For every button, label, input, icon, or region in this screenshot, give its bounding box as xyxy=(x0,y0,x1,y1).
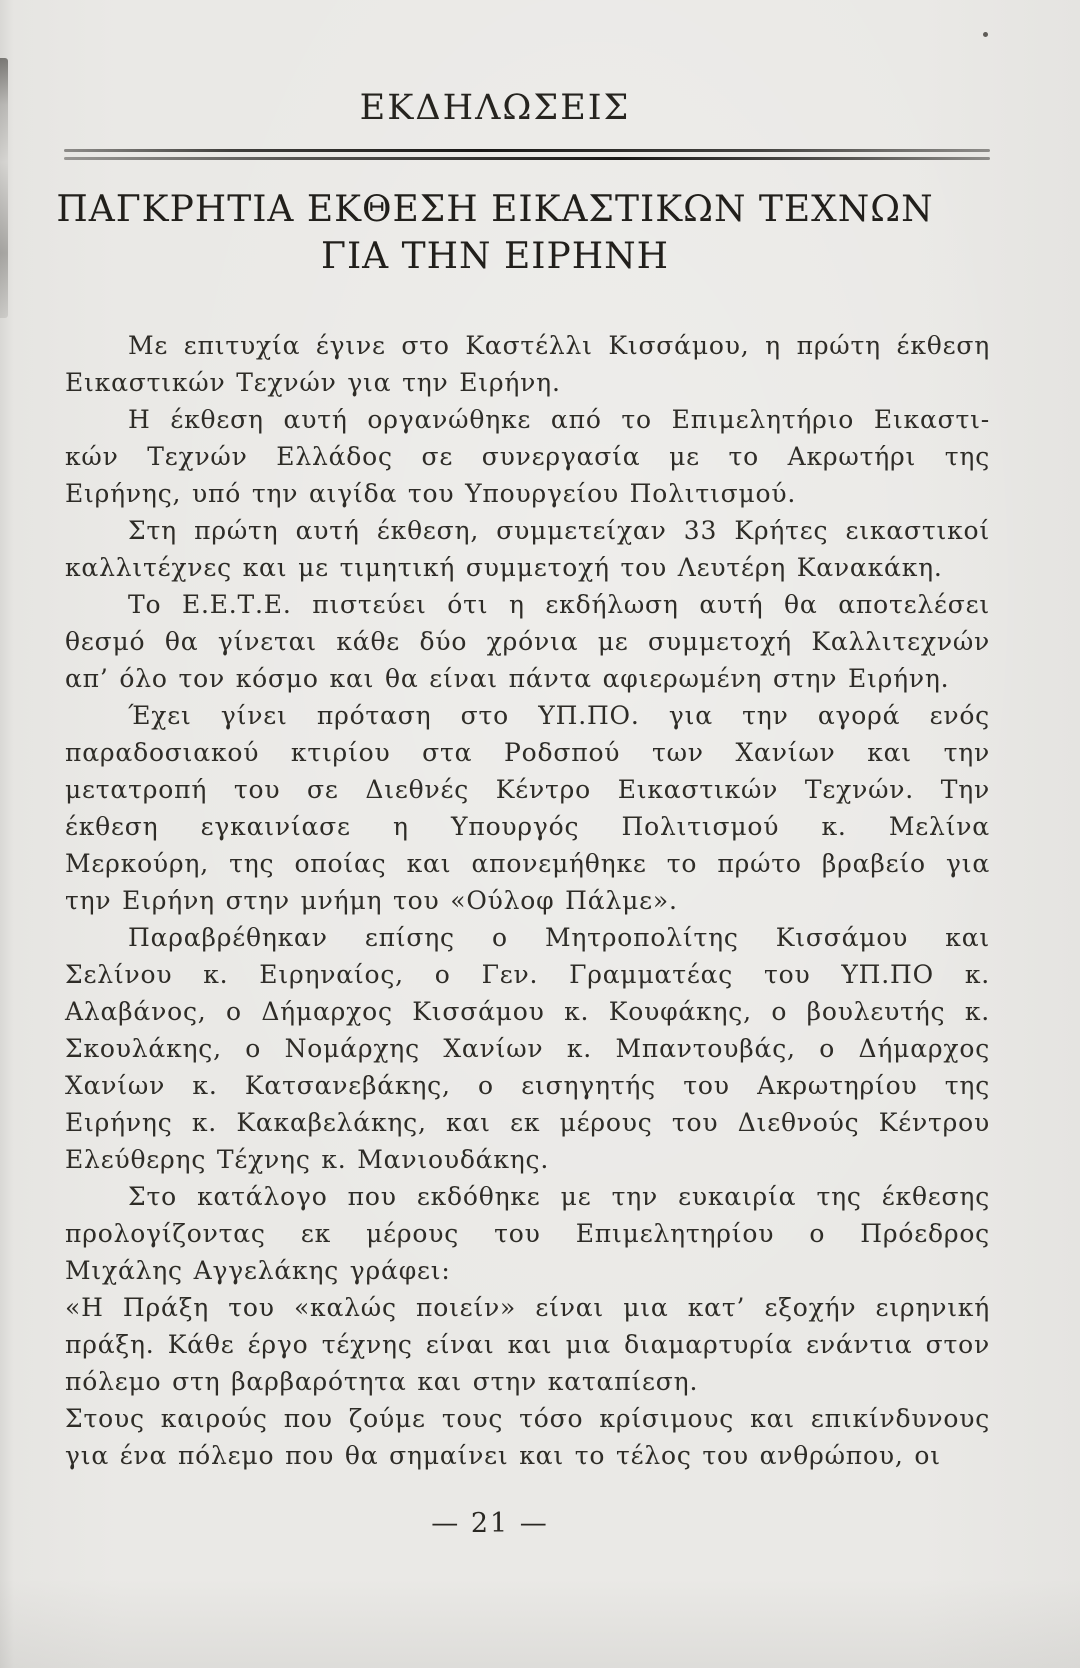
text-line: Εικαστικών Τεχνών για την Ειρήνη. xyxy=(65,368,561,397)
text-line: Στο κατάλογο που εκδόθηκε με την ευκαιρία της έκθεσης xyxy=(128,1182,990,1211)
text-line: «Η Πράξη του «καλώς ποιείν» είναι μια κατ’ εξοχήν ειρηνική xyxy=(65,1293,990,1322)
text-line: Ελεύθερης Τέχνης κ. Μανιουδάκης. xyxy=(65,1145,550,1174)
text-line: έκθεση εγκαινίασε η Υπουργός Πολιτισμού κ. Μελίνα xyxy=(65,812,990,841)
divider-line-bottom xyxy=(64,157,990,160)
text-line: παραδοσιακού κτιρίου στα Ροδσπού των Χανίων και την xyxy=(65,738,990,767)
scan-speck xyxy=(983,32,988,37)
text-line: πόλεμο στη βαρβαρότητα και στην καταπίεση. xyxy=(65,1367,699,1396)
text-line: Μιχάλης Αγγελάκης γράφει: xyxy=(65,1256,451,1285)
text-line: Χανίων κ. Κατσανεβάκης, ο εισηγητής του Ακρωτηρίου της xyxy=(65,1071,990,1100)
text-line: Σκουλάκης, ο Νομάρχης Χανίων κ. Μπαντουβάς, ο Δήμαρχος xyxy=(65,1034,990,1063)
text-line: Αλαβάνος, ο Δήμαρχος Κισσάμου κ. Κουφάκης, ο βουλευτής κ. xyxy=(65,997,990,1026)
text-line: μετατροπή του σε Διεθνές Κέντρο Εικαστικών Τεχνών. Την xyxy=(65,775,990,804)
text-line: θεσμό θα γίνεται κάθε δύο χρόνια με συμμετοχή Καλλιτεχνών xyxy=(65,627,990,656)
text-line: Η έκθεση αυτή οργανώθηκε από το Επιμελητήριο Εικαστι- xyxy=(128,405,990,434)
scan-edge-artifact xyxy=(0,58,8,318)
text-line: Παραβρέθηκαν επίσης ο Μητροπολίτης Κισσάμου και xyxy=(128,923,990,952)
text-line: Έχει γίνει πρόταση στο ΥΠ.ΠΟ. για την αγορά ενός xyxy=(128,701,990,730)
text-line: Το Ε.Ε.Τ.Ε. πιστεύει ότι η εκδήλωση αυτή θα αποτελέσει xyxy=(128,590,990,619)
section-divider xyxy=(64,149,990,160)
text-line: Ειρήνης κ. Κακαβελάκης, και εκ μέρους του Διεθνούς Κέντρου xyxy=(65,1108,990,1137)
divider-line-top xyxy=(64,149,990,152)
text-line: καλλιτέχνες και με τιμητική συμμετοχή του Λευτέρη Κανακάκη. xyxy=(65,553,943,582)
text-line: κών Τεχνών Ελλάδος σε συνεργασία με το Ακρωτήρι της xyxy=(65,442,990,471)
text-line: Ειρήνης, υπό την αιγίδα του Υπουργείου Πολιτισμού. xyxy=(65,479,797,508)
article-title-line2: ΓΙΑ ΤΗΝ ΕΙΡΗΝΗ xyxy=(320,236,669,277)
running-header: ΕΚΔΗΛΩΣΕΙΣ xyxy=(359,88,631,128)
text-line: Σελίνου κ. Ειρηναίος, ο Γεν. Γραμματέας του ΥΠ.ΠΟ κ. xyxy=(65,960,990,989)
article-body xyxy=(65,327,990,1474)
text-line: για ένα πόλεμο που θα σημαίνει και το τέλος του ανθρώπου, οι xyxy=(65,1441,941,1470)
text-line: Μερκούρη, της οποίας και απονεμήθηκε το πρώτο βραβείο για xyxy=(65,849,990,878)
article-title xyxy=(0,186,990,280)
article-title-line1: ΠΑΓΚΡΗΤΙΑ ΕΚΘΕΣΗ ΕΙΚΑΣΤΙΚΩΝ ΤΕΧΝΩΝ xyxy=(56,189,934,230)
text-line: την Ειρήνη στην μνήμη του «Ούλοφ Πάλμε». xyxy=(65,886,678,915)
text-line: απ’ όλο τον κόσμο και θα είναι πάντα αφιερωμένη στην Ειρήνη. xyxy=(65,664,950,693)
text-line: Με επιτυχία έγινε στο Καστέλλι Κισσάμου, η πρώτη έκθεση xyxy=(128,331,990,360)
text-line: πράξη. Κάθε έργο τέχνης είναι και μια διαμαρτυρία ενάντια στον xyxy=(65,1330,990,1359)
text-line: Στη πρώτη αυτή έκθεση, συμμετείχαν 33 Κρήτες εικαστικοί xyxy=(128,516,990,545)
page-number: — 21 — xyxy=(431,1508,549,1539)
text-line: προλογίζοντας εκ μέρους του Επιμελητηρίου ο Πρόεδρος xyxy=(65,1219,990,1248)
text-line: Στους καιρούς που ζούμε τους τόσο κρίσιμους και επικίνδυνους xyxy=(65,1404,990,1433)
